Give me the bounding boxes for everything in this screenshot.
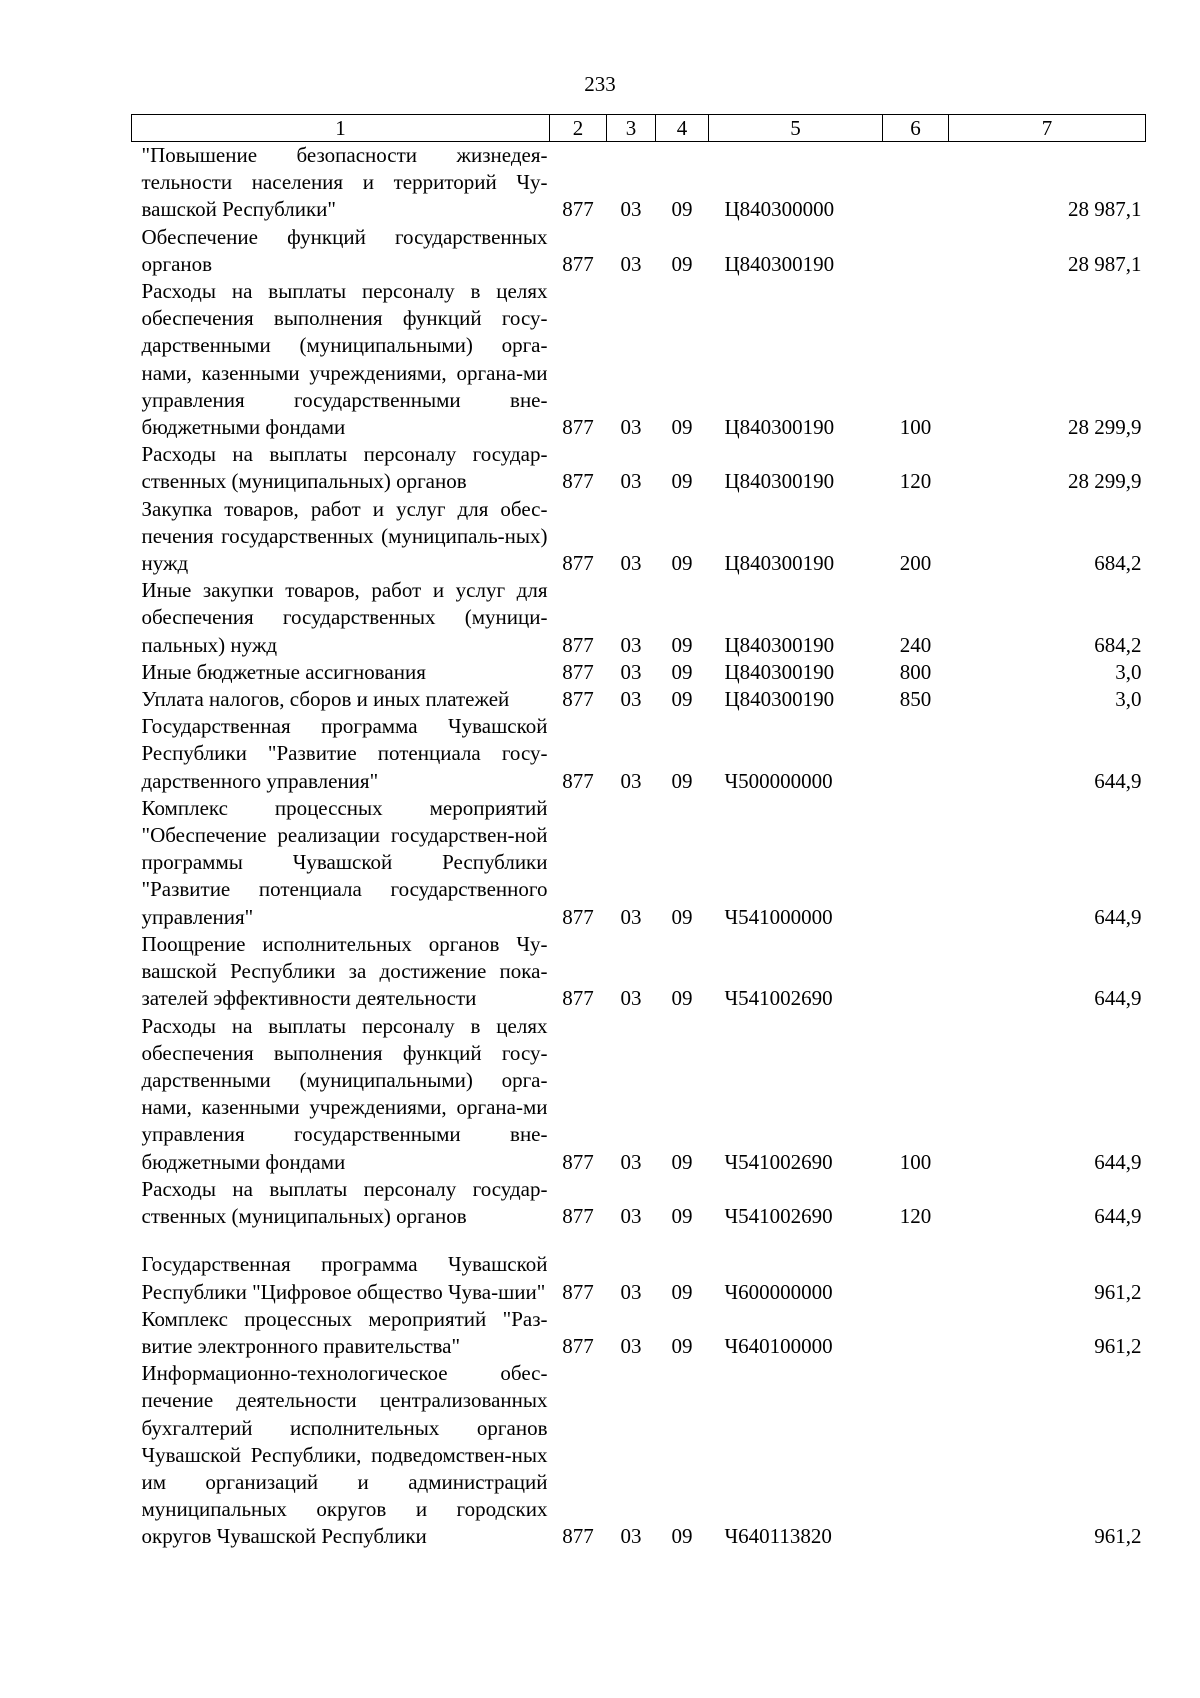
cell-subsection: 09 xyxy=(671,687,693,712)
cell-expense-type xyxy=(883,713,949,795)
cell-target-item: Ц840300190 xyxy=(724,551,835,576)
cell-expense-type xyxy=(883,795,949,931)
cell-target-item: Ц840300190 xyxy=(724,632,835,657)
cell-subsection: 09 xyxy=(671,986,693,1011)
cell-admin-code: 877 xyxy=(562,1333,594,1358)
cell-section: 03 xyxy=(620,904,642,929)
row-name: "Повышение безопасности жизнедея-тельности населения и территорий Чу-вашской Республики" xyxy=(141,143,548,222)
table-row xyxy=(132,1306,1146,1360)
cell-subsection: 09 xyxy=(671,1524,693,1549)
cell-amount: 644,9 xyxy=(1094,904,1142,929)
cell-section: 03 xyxy=(620,659,642,684)
cell-expense-type xyxy=(883,931,949,1013)
cell-section: 03 xyxy=(620,986,642,1011)
header-col-5: 5 xyxy=(709,115,883,142)
cell-amount: 644,9 xyxy=(1094,1149,1142,1174)
table-row xyxy=(132,713,1146,795)
table-row xyxy=(132,1176,1146,1230)
cell-subsection: 09 xyxy=(671,904,693,929)
header-col-4: 4 xyxy=(656,115,709,142)
cell-target-item: Ц840300190 xyxy=(724,415,835,440)
cell-section: 03 xyxy=(620,415,642,440)
header-col-1: 1 xyxy=(132,115,550,142)
cell-admin-code: 877 xyxy=(562,251,594,276)
cell-amount: 644,9 xyxy=(1094,986,1142,1011)
row-name: Поощрение исполнительных органов Чу-вашской Республики за достижение пока-зателей эффективности деятельности xyxy=(141,931,548,1011)
cell-amount: 3,0 xyxy=(1115,687,1142,712)
cell-admin-code: 877 xyxy=(562,768,594,793)
cell-subsection: 09 xyxy=(671,251,693,276)
cell-expense-type: 240 xyxy=(899,632,932,657)
cell-expense-type: 120 xyxy=(899,469,932,494)
cell-amount: 961,2 xyxy=(1094,1333,1142,1358)
cell-section: 03 xyxy=(620,469,642,494)
cell-subsection: 09 xyxy=(671,1149,693,1174)
row-name: Расходы на выплаты персоналу в целях обеспечения выполнения функций госу-дарственными (муниципальными) орга-нами, казенными учреждениями, органа-ми управления государственными вне-бюджетными фондами xyxy=(141,1013,548,1174)
row-name: Иные закупки товаров, работ и услуг для обеспечения государственных (муници-пальных) нужд xyxy=(141,578,548,657)
row-name: Информационно-технологическое обес-печение деятельности централизованных бухгалтерий исполнительных органов Чувашской Республики, подведомствен-ных им организаций и администраций муниципальных округов и городских округов Чувашской Республики xyxy=(141,1361,548,1549)
table-row xyxy=(132,577,1146,659)
table-row xyxy=(132,496,1146,578)
cell-section: 03 xyxy=(620,551,642,576)
cell-admin-code: 877 xyxy=(562,551,594,576)
table-row xyxy=(132,686,1146,713)
row-name: Комплекс процессных мероприятий "Обеспечение реализации государствен-ной программы Чувашской Республики "Развитие потенциала государственного управления" xyxy=(141,795,548,929)
cell-admin-code: 877 xyxy=(562,469,594,494)
cell-subsection: 09 xyxy=(671,469,693,494)
row-name: Государственная программа Чувашской Республики "Цифровое общество Чува-шии" xyxy=(141,1252,548,1304)
header-col-2: 2 xyxy=(550,115,607,142)
table-row xyxy=(132,278,1146,441)
cell-amount: 961,2 xyxy=(1094,1524,1142,1549)
cell-admin-code: 877 xyxy=(562,986,594,1011)
cell-expense-type: 850 xyxy=(899,687,932,712)
table-row xyxy=(132,224,1146,278)
cell-target-item: Ц840300190 xyxy=(724,251,835,276)
cell-admin-code: 877 xyxy=(562,659,594,684)
cell-target-item: Ч500000000 xyxy=(724,768,833,793)
cell-expense-type xyxy=(883,1306,949,1360)
cell-amount: 684,2 xyxy=(1094,632,1142,657)
cell-target-item: Ц840300190 xyxy=(724,687,835,712)
header-col-6: 6 xyxy=(883,115,949,142)
cell-section: 03 xyxy=(620,197,642,222)
table-row xyxy=(132,1013,1146,1176)
cell-admin-code: 877 xyxy=(562,1279,594,1304)
cell-subsection: 09 xyxy=(671,632,693,657)
cell-admin-code: 877 xyxy=(562,197,594,222)
table-row xyxy=(132,659,1146,686)
cell-section: 03 xyxy=(620,1279,642,1304)
cell-amount: 644,9 xyxy=(1094,1203,1142,1228)
cell-subsection: 09 xyxy=(671,415,693,440)
cell-expense-type: 120 xyxy=(899,1203,932,1228)
cell-target-item: Ц840300190 xyxy=(724,659,835,684)
cell-section: 03 xyxy=(620,687,642,712)
cell-section: 03 xyxy=(620,632,642,657)
cell-expense-type: 800 xyxy=(899,659,932,684)
cell-admin-code: 877 xyxy=(562,1203,594,1228)
row-name: Государственная программа Чувашской Республики "Развитие потенциала госу-дарственного управления" xyxy=(141,714,548,793)
cell-expense-type xyxy=(883,142,949,224)
cell-expense-type: 200 xyxy=(899,551,932,576)
cell-subsection: 09 xyxy=(671,768,693,793)
cell-amount: 684,2 xyxy=(1094,551,1142,576)
row-name: Комплекс процессных мероприятий "Раз-витие электронного правительства" xyxy=(141,1306,548,1358)
table-row xyxy=(132,142,1146,224)
cell-amount: 28 987,1 xyxy=(1068,251,1142,276)
table-body xyxy=(132,142,1146,1551)
row-name: Расходы на выплаты персоналу государ-ственных (муниципальных) органов xyxy=(141,442,548,494)
cell-target-item: Ч600000000 xyxy=(724,1279,833,1304)
cell-section: 03 xyxy=(620,1333,642,1358)
header-row xyxy=(132,115,1146,142)
cell-subsection: 09 xyxy=(671,197,693,222)
cell-amount: 28 299,9 xyxy=(1068,415,1142,440)
budget-table xyxy=(131,114,1146,1551)
cell-target-item: Ч541002690 xyxy=(724,1203,833,1228)
table-row xyxy=(132,1230,1146,1306)
table-row xyxy=(132,795,1146,931)
cell-target-item: Ч640100000 xyxy=(724,1333,833,1358)
cell-section: 03 xyxy=(620,1524,642,1549)
cell-section: 03 xyxy=(620,1149,642,1174)
cell-admin-code: 877 xyxy=(562,1149,594,1174)
cell-amount: 644,9 xyxy=(1094,768,1142,793)
cell-amount: 3,0 xyxy=(1115,659,1142,684)
cell-expense-type xyxy=(883,1230,949,1306)
cell-target-item: Ч541002690 xyxy=(724,986,833,1011)
cell-admin-code: 877 xyxy=(562,687,594,712)
row-name: Закупка товаров, работ и услуг для обес-печения государственных (муниципаль-ных) нужд xyxy=(141,496,548,576)
cell-section: 03 xyxy=(620,768,642,793)
cell-amount: 28 299,9 xyxy=(1068,469,1142,494)
table-row xyxy=(132,441,1146,495)
row-name: Расходы на выплаты персоналу государ-ственных (муниципальных) органов xyxy=(141,1176,548,1228)
cell-subsection: 09 xyxy=(671,1279,693,1304)
cell-target-item: Ч541000000 xyxy=(724,904,833,929)
row-name: Уплата налогов, сборов и иных платежей xyxy=(141,687,510,712)
cell-expense-type: 100 xyxy=(899,415,932,440)
table-row xyxy=(132,1360,1146,1550)
cell-admin-code: 877 xyxy=(562,1524,594,1549)
cell-target-item: Ц840300000 xyxy=(724,197,835,222)
cell-target-item: Ц840300190 xyxy=(724,469,835,494)
cell-target-item: Ч640113820 xyxy=(724,1524,832,1549)
cell-amount: 961,2 xyxy=(1094,1279,1142,1304)
cell-expense-type xyxy=(883,1360,949,1550)
cell-section: 03 xyxy=(620,251,642,276)
cell-admin-code: 877 xyxy=(562,415,594,440)
header-col-3: 3 xyxy=(607,115,656,142)
cell-subsection: 09 xyxy=(671,551,693,576)
cell-target-item: Ч541002690 xyxy=(724,1149,833,1174)
cell-amount: 28 987,1 xyxy=(1068,197,1142,222)
cell-expense-type xyxy=(883,224,949,278)
header-col-7: 7 xyxy=(949,115,1146,142)
cell-subsection: 09 xyxy=(671,659,693,684)
cell-expense-type: 100 xyxy=(899,1149,932,1174)
table-row xyxy=(132,931,1146,1013)
cell-subsection: 09 xyxy=(671,1333,693,1358)
page-number: 233 xyxy=(584,72,616,96)
row-name: Иные бюджетные ассигнования xyxy=(141,659,426,684)
cell-subsection: 09 xyxy=(671,1203,693,1228)
cell-admin-code: 877 xyxy=(562,632,594,657)
cell-section: 03 xyxy=(620,1203,642,1228)
cell-admin-code: 877 xyxy=(562,904,594,929)
row-name: Обеспечение функций государственных органов xyxy=(141,224,548,276)
row-name: Расходы на выплаты персоналу в целях обеспечения выполнения функций госу-дарственными (муниципальными) орга-нами, казенными учреждениями, органа-ми управления государственными вне-бюджетными фондами xyxy=(141,279,548,440)
